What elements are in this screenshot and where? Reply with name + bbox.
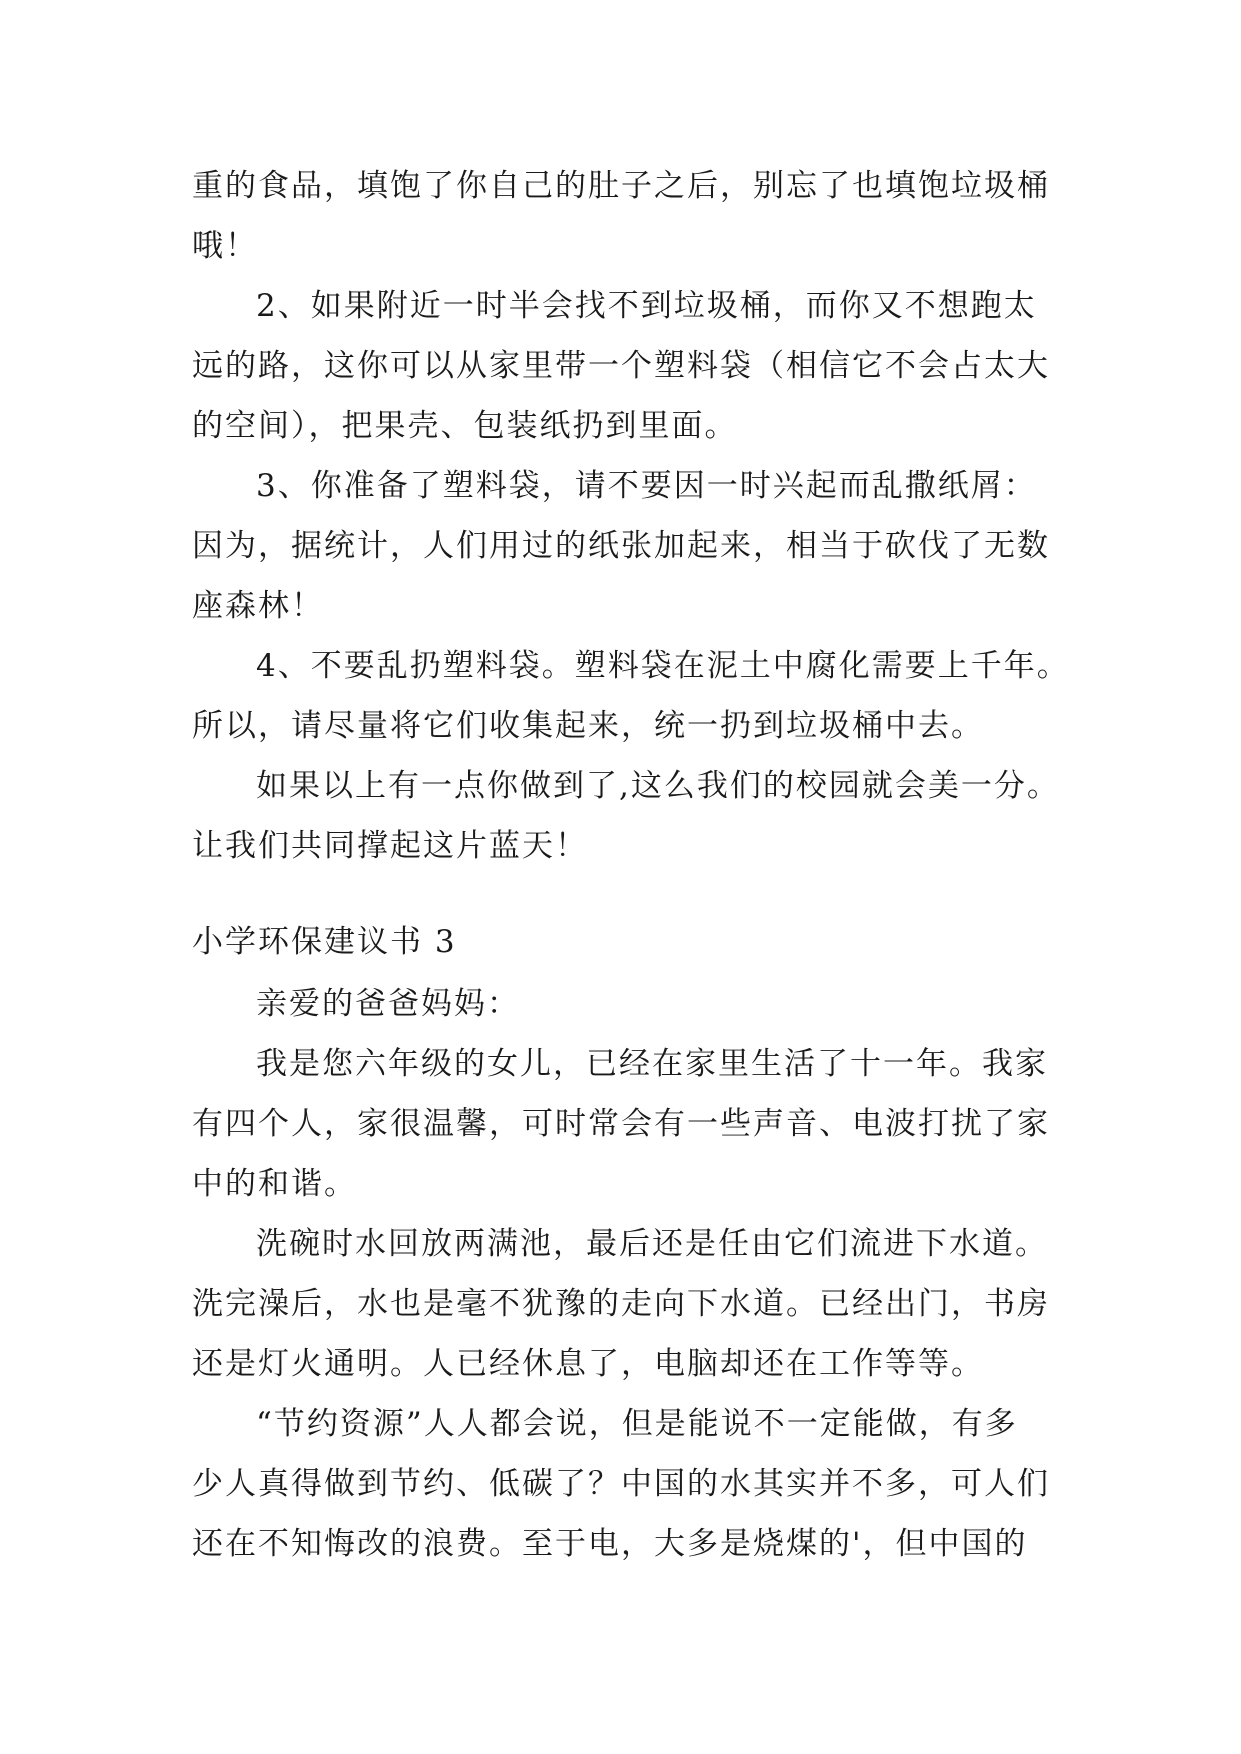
text-line: “节约资源”人人都会说，但是能说不一定能做，有多	[256, 1406, 1018, 1442]
text-line: 少人真得做到节约、低碳了？中国的水其实并不多，可人们	[192, 1466, 1050, 1502]
text-line: 4、不要乱扔塑料袋。塑料袋在泥土中腐化需要上千年。	[256, 648, 1070, 684]
section-heading: 小学环保建议书 3	[192, 924, 457, 960]
text-line: 的空间），把果壳、包装纸扔到里面。	[192, 408, 738, 444]
text-line: 还在不知悔改的浪费。至于电，大多是烧煤的'，但中国的	[192, 1526, 1028, 1562]
text-line: 我是您六年级的女儿，已经在家里生活了十一年。我家	[256, 1046, 1048, 1082]
text-line: 洗碗时水回放两满池，最后还是任由它们流进下水道。	[256, 1226, 1048, 1262]
text-line: 如果以上有一点你做到了,这么我们的校园就会美一分。	[256, 768, 1060, 804]
text-line: 座森林！	[192, 588, 324, 624]
text-line: 还是灯火通明。人已经休息了，电脑却还在工作等等。	[192, 1346, 984, 1382]
text-line: 所以，请尽量将它们收集起来，统一扔到垃圾桶中去。	[192, 708, 984, 744]
text-line: 重的食品，填饱了你自己的肚子之后，别忘了也填饱垃圾桶	[192, 168, 1050, 204]
text-line: 有四个人，家很温馨，可时常会有一些声音、电波打扰了家	[192, 1106, 1050, 1142]
text-line: 让我们共同撑起这片蓝天！	[192, 828, 588, 864]
text-line: 3、你准备了塑料袋，请不要因一时兴起而乱撒纸屑：	[256, 468, 1037, 504]
text-line: 中的和谐。	[192, 1166, 357, 1202]
text-line: 2、如果附近一时半会找不到垃圾桶，而你又不想跑太	[256, 288, 1037, 324]
greeting: 亲爱的爸爸妈妈：	[256, 986, 520, 1022]
text-line: 远的路，这你可以从家里带一个塑料袋（相信它不会占太大	[192, 348, 1050, 384]
text-line: 因为，据统计，人们用过的纸张加起来，相当于砍伐了无数	[192, 528, 1050, 564]
text-line: 洗完澡后，水也是毫不犹豫的走向下水道。已经出门，书房	[192, 1286, 1050, 1322]
text-line: 哦！	[192, 228, 258, 264]
